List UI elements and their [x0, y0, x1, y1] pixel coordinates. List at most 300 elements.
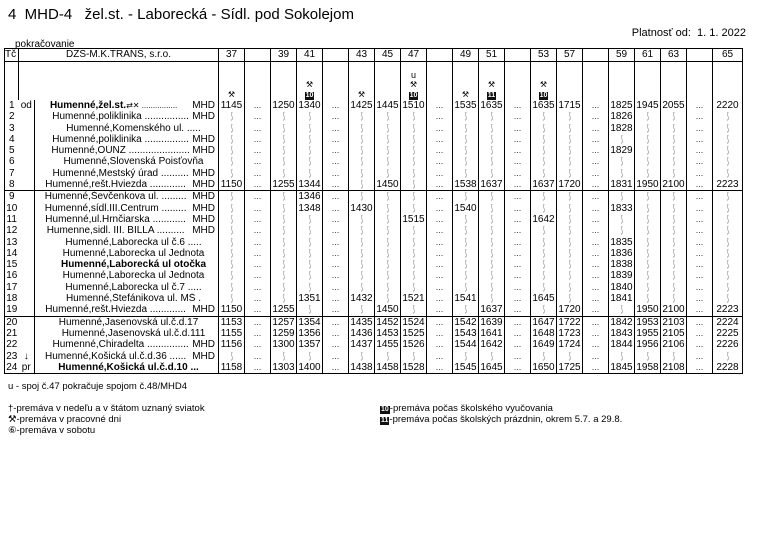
- passes-through-icon: ⟆: [282, 133, 285, 144]
- passes-through-icon: ⟆: [490, 259, 493, 270]
- departure-time: [271, 214, 297, 225]
- passes-through-icon: ⟆: [308, 350, 311, 361]
- no-service-dots: ...: [253, 281, 262, 292]
- trip-header: 61: [635, 49, 661, 62]
- no-service-dots: ...: [591, 213, 600, 224]
- departure-time: 1955: [636, 327, 659, 339]
- no-service-dots: ...: [331, 191, 340, 202]
- trip-marks: [583, 62, 609, 101]
- departure-time: [505, 203, 531, 214]
- passes-through-icon: ⟆: [726, 259, 729, 270]
- continuation-label: pokračovanie: [15, 39, 75, 50]
- passes-through-icon: ⟆: [412, 179, 415, 190]
- departure-time: [271, 248, 297, 259]
- no-service-dots: ...: [253, 316, 262, 327]
- passes-through-icon: ⟆: [230, 270, 233, 281]
- departure-time: 2226: [713, 339, 743, 350]
- trip-marks: [635, 62, 661, 101]
- departure-time: [635, 156, 661, 167]
- no-service-dots: ...: [591, 247, 600, 258]
- passes-through-icon: ⟆: [672, 133, 675, 144]
- departure-time: [245, 304, 271, 316]
- badge-11-icon: 11: [487, 92, 496, 99]
- passes-through-icon: ⟆: [360, 111, 363, 122]
- departure-time: [713, 168, 743, 179]
- no-service-dots: ...: [695, 167, 704, 178]
- departure-time: [245, 203, 271, 214]
- no-service-dots: ...: [591, 202, 600, 213]
- departure-time: 1647: [532, 316, 555, 328]
- no-service-dots: ...: [253, 339, 262, 350]
- departure-time: [245, 270, 271, 281]
- departure-time: [349, 111, 375, 122]
- departure-time: [323, 282, 349, 293]
- passes-through-icon: ⟆: [490, 293, 493, 304]
- departure-time: 2225: [713, 328, 743, 339]
- passes-through-icon: ⟆: [568, 259, 571, 270]
- stop-number: 18: [6, 293, 18, 305]
- stop-number: 22: [6, 339, 18, 351]
- departure-time: [323, 179, 349, 191]
- passes-through-icon: ⟆: [490, 133, 493, 144]
- passes-through-icon: ⟆: [412, 111, 415, 122]
- departure-time: 1155: [219, 328, 245, 339]
- no-service-dots: ...: [591, 281, 600, 292]
- departure-time: [427, 225, 453, 236]
- departure-time: [219, 203, 245, 214]
- passes-through-icon: ⟆: [386, 133, 389, 144]
- departure-time: [531, 134, 557, 145]
- passes-through-icon: ⟆: [726, 111, 729, 122]
- passes-through-icon: ⟆: [620, 167, 623, 178]
- departure-time: 1300: [272, 339, 295, 351]
- departure-time: 1844: [610, 339, 633, 351]
- no-service-dots: ...: [331, 213, 340, 224]
- departure-time: [687, 123, 713, 134]
- no-service-dots: ...: [513, 122, 522, 133]
- stop-name-cell: [35, 316, 219, 328]
- no-service-dots: ...: [253, 350, 262, 361]
- departure-time: [219, 214, 245, 225]
- departure-time: 1958: [636, 361, 659, 373]
- passes-through-icon: ⟆: [490, 111, 493, 122]
- departure-time: [271, 270, 297, 281]
- stop-name-cell: [35, 362, 219, 374]
- table-row: [5, 362, 743, 374]
- departure-time: [297, 225, 323, 236]
- departure-time: [453, 282, 479, 293]
- departure-time: [375, 282, 401, 293]
- departure-time: 1250: [272, 100, 295, 111]
- passes-through-icon: ⟆: [412, 225, 415, 236]
- departure-time: [453, 123, 479, 134]
- trip-marks: [349, 62, 375, 101]
- departure-time: [609, 304, 635, 316]
- mhd-label: MHD: [192, 213, 215, 225]
- passes-through-icon: ⟆: [726, 350, 729, 361]
- passes-through-icon: ⟆: [646, 270, 649, 281]
- departure-time: [531, 282, 557, 293]
- stop-code: [19, 145, 35, 156]
- passes-through-icon: ⟆: [386, 202, 389, 213]
- departure-time: [505, 225, 531, 236]
- departure-time: [375, 145, 401, 156]
- departure-time: 1950: [636, 304, 659, 316]
- departure-time: [245, 237, 271, 248]
- passes-through-icon: ⟆: [726, 156, 729, 167]
- departure-time: [635, 191, 661, 203]
- departure-time: [713, 191, 743, 203]
- passes-through-icon: ⟆: [490, 225, 493, 236]
- passes-through-icon: ⟆: [308, 133, 311, 144]
- no-service-dots: ...: [591, 236, 600, 247]
- departure-time: [427, 134, 453, 145]
- passes-through-icon: ⟆: [490, 167, 493, 178]
- departure-time: [245, 362, 271, 374]
- departure-time: [661, 293, 687, 304]
- trip-marks: [375, 62, 401, 101]
- no-service-dots: ...: [513, 316, 522, 327]
- departure-time: [635, 282, 661, 293]
- passes-through-icon: ⟆: [542, 259, 545, 270]
- departure-time: 1724: [558, 339, 581, 351]
- passes-through-icon: ⟆: [386, 247, 389, 258]
- departure-time: [713, 270, 743, 281]
- departure-time: [505, 134, 531, 145]
- departure-time: [245, 111, 271, 122]
- departure-time: 1649: [532, 339, 555, 351]
- departure-time: [687, 179, 713, 191]
- passes-through-icon: ⟆: [386, 191, 389, 202]
- no-service-dots: ...: [435, 225, 444, 236]
- passes-through-icon: ⟆: [568, 111, 571, 122]
- table-row: [5, 156, 743, 167]
- departure-time: [271, 225, 297, 236]
- stop-code: [19, 316, 35, 328]
- passes-through-icon: ⟆: [282, 191, 285, 202]
- departure-time: [531, 351, 557, 362]
- departure-time: [219, 282, 245, 293]
- stop-number: 8: [5, 179, 19, 191]
- continuation-mark: u: [410, 70, 416, 80]
- departure-time: [479, 134, 505, 145]
- stop-name-cell: [35, 168, 219, 179]
- passes-through-icon: ⟆: [230, 156, 233, 167]
- passes-through-icon: ⟆: [568, 236, 571, 247]
- departure-time: [609, 134, 635, 145]
- departure-time: 1458: [376, 361, 399, 373]
- departure-time: [713, 293, 743, 304]
- departure-time: [505, 339, 531, 350]
- passes-through-icon: ⟆: [386, 350, 389, 361]
- passes-through-icon: ⟆: [464, 191, 467, 202]
- departure-time: [297, 270, 323, 281]
- departure-time: [557, 111, 583, 122]
- departure-time: [375, 191, 401, 203]
- table-row: [5, 145, 743, 156]
- stop-name: Humenné,rešt.Hviezda .............: [45, 179, 186, 191]
- passes-through-icon: ⟆: [646, 167, 649, 178]
- trip-header: 59: [609, 49, 635, 62]
- trip-marks: [479, 62, 505, 101]
- passes-through-icon: ⟆: [726, 191, 729, 202]
- stop-number: 11: [5, 214, 19, 225]
- passes-through-icon: ⟆: [464, 122, 467, 133]
- tc-header: Tč: [5, 49, 19, 62]
- departure-time: 1346: [298, 191, 321, 203]
- departure-time: [557, 282, 583, 293]
- no-service-dots: ...: [253, 236, 262, 247]
- departure-time: [427, 203, 453, 214]
- stop-name: Humenné,Jasenovská ul.č.d.17: [58, 316, 199, 328]
- no-service-dots: ...: [435, 350, 444, 361]
- stop-number: 17: [6, 281, 18, 293]
- passes-through-icon: ⟆: [490, 156, 493, 167]
- departure-time: [635, 123, 661, 134]
- departure-time: 1645: [532, 293, 555, 305]
- departure-time: [297, 237, 323, 248]
- departure-time: [297, 351, 323, 362]
- passes-through-icon: ⟆: [490, 191, 493, 202]
- departure-time: 1344: [298, 179, 321, 191]
- passes-through-icon: ⟆: [464, 167, 467, 178]
- departure-time: [557, 259, 583, 270]
- departure-time: [479, 123, 505, 134]
- departure-time: [479, 168, 505, 179]
- departure-time: [349, 168, 375, 179]
- no-service-dots: ...: [695, 202, 704, 213]
- table-row: [5, 270, 743, 281]
- stop-name-cell: [35, 270, 219, 281]
- departure-time: [375, 351, 401, 362]
- departure-time: [687, 191, 713, 203]
- departure-time: [583, 328, 609, 339]
- departure-time: 1524: [402, 316, 425, 328]
- departure-time: [583, 111, 609, 122]
- passes-through-icon: ⟆: [542, 350, 545, 361]
- departure-time: [505, 145, 531, 156]
- departure-time: [349, 351, 375, 362]
- departure-time: [713, 156, 743, 167]
- departure-time: [557, 134, 583, 145]
- departure-time: [661, 145, 687, 156]
- departure-time: 1845: [610, 361, 633, 373]
- departure-time: 1535: [454, 100, 477, 111]
- table-row: [5, 168, 743, 179]
- departure-time: 1725: [558, 361, 581, 373]
- departure-time: [375, 123, 401, 134]
- trip-header: 53: [531, 49, 557, 62]
- departure-time: [401, 123, 427, 134]
- passes-through-icon: ⟆: [464, 213, 467, 224]
- passes-through-icon: ⟆: [646, 191, 649, 202]
- stop-code: ↓: [23, 350, 29, 362]
- no-service-dots: ...: [253, 122, 262, 133]
- no-service-dots: ...: [331, 236, 340, 247]
- stop-code: [19, 248, 35, 259]
- passes-through-icon: ⟆: [568, 293, 571, 304]
- stop-name: Humenné,Jasenovská ul.č.d.111: [61, 327, 206, 339]
- no-service-dots: ...: [591, 316, 600, 327]
- stop-code: [19, 134, 35, 145]
- departure-time: 1453: [376, 327, 399, 339]
- departure-time: [427, 248, 453, 259]
- departure-time: [401, 111, 427, 122]
- departure-time: [505, 214, 531, 225]
- departure-time: [661, 237, 687, 248]
- no-service-dots: ...: [513, 156, 522, 167]
- departure-time: [453, 225, 479, 236]
- passes-through-icon: ⟆: [360, 145, 363, 156]
- stop-number: 4: [5, 134, 19, 145]
- departure-time: [375, 259, 401, 270]
- table-row: [5, 123, 743, 134]
- departure-time: [505, 282, 531, 293]
- no-service-dots: ...: [591, 259, 600, 270]
- stop-code: [19, 111, 35, 122]
- departure-time: 1356: [298, 327, 321, 339]
- passes-through-icon: ⟆: [726, 122, 729, 133]
- departure-time: [219, 156, 245, 167]
- departure-time: [531, 248, 557, 259]
- passes-through-icon: ⟆: [568, 213, 571, 224]
- passes-through-icon: ⟆: [308, 156, 311, 167]
- departure-time: 1351: [298, 293, 321, 305]
- departure-time: 1648: [532, 327, 555, 339]
- departure-time: [401, 259, 427, 270]
- passes-through-icon: ⟆: [672, 213, 675, 224]
- passes-through-icon: ⟆: [230, 122, 233, 133]
- departure-time: [505, 123, 531, 134]
- departure-time: [375, 168, 401, 179]
- legend-right: [380, 403, 622, 425]
- table-row: [5, 111, 743, 122]
- no-service-dots: ...: [435, 191, 444, 202]
- no-service-dots: ...: [591, 100, 600, 110]
- departure-time: [427, 100, 453, 111]
- departure-time: [453, 156, 479, 167]
- departure-time: [297, 282, 323, 293]
- stop-name: Humenné,Mestský úrad ..........: [52, 167, 189, 179]
- stop-number: 7: [5, 168, 19, 179]
- passes-through-icon: ⟆: [672, 247, 675, 258]
- departure-time: [219, 259, 245, 270]
- no-service-dots: ...: [435, 156, 444, 167]
- departure-time: [375, 203, 401, 214]
- departure-time: [583, 203, 609, 214]
- departure-time: [635, 248, 661, 259]
- departure-time: [401, 237, 427, 248]
- departure-time: [271, 156, 297, 167]
- passes-through-icon: ⟆: [542, 122, 545, 133]
- passes-through-icon: ⟆: [646, 133, 649, 144]
- departure-time: [479, 259, 505, 270]
- passes-through-icon: ⟆: [542, 236, 545, 247]
- table-row: [5, 225, 743, 236]
- table-row: [5, 328, 743, 339]
- stop-name: Humenné,žel.st.: [49, 100, 127, 111]
- departure-time: [453, 351, 479, 362]
- passes-through-icon: ⟆: [542, 304, 545, 315]
- no-service-dots: ...: [695, 350, 704, 361]
- passes-through-icon: ⟆: [230, 259, 233, 270]
- stop-code: [19, 123, 35, 134]
- stop-name-cell: [35, 282, 219, 293]
- stop-number: 16: [6, 270, 18, 282]
- trip-header: 51: [479, 49, 505, 62]
- departure-time: [713, 203, 743, 214]
- no-service-dots: ...: [331, 339, 340, 350]
- departure-time: [427, 270, 453, 281]
- departure-time: 1841: [610, 293, 633, 305]
- departure-time: 1641: [480, 327, 503, 339]
- stop-number: 24: [6, 361, 18, 373]
- no-service-dots: ...: [513, 145, 522, 156]
- stop-number: 12: [6, 225, 18, 237]
- stop-number: 9: [5, 191, 19, 203]
- no-service-dots: ...: [591, 122, 600, 133]
- stop-code: [19, 293, 35, 304]
- departure-time: [661, 123, 687, 134]
- passes-through-icon: ⟆: [542, 156, 545, 167]
- passes-through-icon: ⟆: [490, 236, 493, 247]
- departure-time: [531, 156, 557, 167]
- departure-time: 1303: [272, 361, 295, 373]
- departure-time: [583, 293, 609, 304]
- badge-10-icon: 10: [539, 92, 548, 99]
- passes-through-icon: ⟆: [568, 122, 571, 133]
- departure-time: 1450: [376, 179, 399, 191]
- departure-time: 1840: [610, 281, 633, 293]
- passes-through-icon: ⟆: [360, 350, 363, 361]
- departure-time: 1150: [219, 179, 245, 191]
- departure-time: [297, 134, 323, 145]
- departure-time: 2228: [713, 362, 743, 374]
- passes-through-icon: ⟆: [542, 145, 545, 156]
- departure-time: [219, 145, 245, 156]
- departure-time: [531, 270, 557, 281]
- departure-time: [505, 111, 531, 122]
- passes-through-icon: ⟆: [646, 350, 649, 361]
- departure-time: [401, 134, 427, 145]
- departure-time: [297, 123, 323, 134]
- departure-time: [661, 270, 687, 281]
- departure-time: 2220: [713, 100, 743, 111]
- no-service-dots: ...: [253, 191, 262, 202]
- departure-time: [479, 156, 505, 167]
- departure-time: [375, 111, 401, 122]
- no-service-dots: ...: [253, 293, 262, 304]
- departure-time: [583, 123, 609, 134]
- departure-time: [479, 293, 505, 304]
- stop-number: 20: [6, 316, 18, 328]
- departure-time: [687, 237, 713, 248]
- passes-through-icon: ⟆: [620, 213, 623, 224]
- stop-name: Humenné,Laborecka ul Jednota: [62, 270, 205, 282]
- departure-time: [297, 168, 323, 179]
- departure-time: [375, 225, 401, 236]
- passes-through-icon: ⟆: [412, 156, 415, 167]
- trip-marks: [401, 62, 427, 101]
- departure-time: 1145: [219, 100, 245, 111]
- passes-through-icon: ⟆: [490, 202, 493, 213]
- passes-through-icon: ⟆: [464, 270, 467, 281]
- departure-time: [635, 168, 661, 179]
- passes-through-icon: ⟆: [412, 133, 415, 144]
- departure-time: [245, 156, 271, 167]
- departure-time: [635, 145, 661, 156]
- no-service-dots: ...: [435, 339, 444, 350]
